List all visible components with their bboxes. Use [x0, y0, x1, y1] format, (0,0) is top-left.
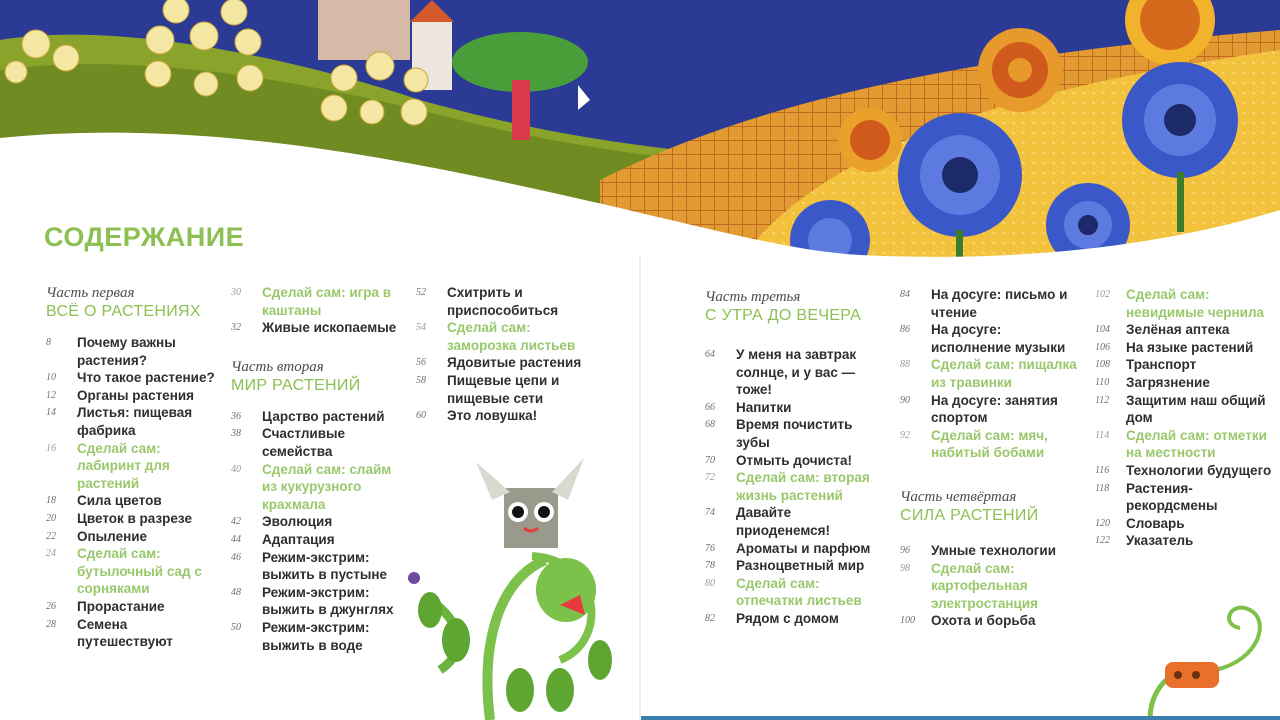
page-number: 26: [46, 600, 56, 612]
toc-entry: [705, 469, 885, 504]
toc-entry: [231, 619, 401, 654]
entry-title: Сделай сам: мяч, набитый бобами: [931, 427, 1048, 461]
page-number: 108: [1095, 359, 1110, 371]
page-number: 64: [705, 349, 715, 360]
entry-title: Транспорт: [1126, 357, 1197, 373]
entry-title: Опыление: [77, 528, 148, 544]
toc-entry: [46, 369, 216, 387]
toc-column-6: [1095, 286, 1275, 550]
page-number: 98: [900, 562, 910, 574]
page-number: 8: [46, 337, 51, 348]
toc-entry: [46, 387, 216, 405]
page-number: 70: [705, 454, 715, 466]
entry-title: Прорастание: [77, 598, 165, 614]
toc-entry: [1095, 427, 1275, 462]
page-number: 46: [231, 551, 241, 563]
page-number: 60: [416, 410, 426, 422]
toc-entry: [416, 319, 586, 354]
page-number: 12: [46, 389, 56, 401]
page-number: 20: [46, 512, 56, 524]
toc-entry: [1095, 286, 1275, 321]
toc-column-3: [416, 284, 586, 425]
page-number: 58: [416, 374, 426, 386]
entry-title: Семена путешествуют: [77, 616, 173, 650]
page-number: 54: [416, 322, 426, 334]
page-number: 102: [1095, 289, 1110, 300]
toc-entry: [231, 319, 401, 337]
entry-title: Сделай сам: бутылочный сад с сорняками: [77, 546, 202, 597]
page-number: 14: [46, 407, 56, 419]
toc-entry: [46, 492, 216, 510]
castle-tower: [318, 0, 410, 60]
page-number: 106: [1095, 341, 1110, 353]
page-number: 56: [416, 357, 426, 369]
part-title: МИР РАСТЕНИЙ: [231, 376, 361, 394]
page-number: 86: [900, 324, 910, 336]
entry-title: Это ловушка!: [447, 408, 538, 424]
page-number: 76: [705, 542, 715, 554]
entry-title: Указатель: [1126, 533, 1194, 549]
entry-title: Сила цветов: [77, 493, 162, 509]
toc-entry: [1095, 462, 1275, 480]
page-number: 48: [231, 586, 241, 598]
toc-entry: [46, 510, 216, 528]
part-title: С УТРА ДО ВЕЧЕРА: [705, 307, 862, 324]
page-number: 122: [1095, 535, 1110, 547]
toc-entry: [1095, 532, 1275, 550]
page-number: 28: [46, 618, 56, 630]
page-number: 52: [416, 287, 426, 298]
toc-entry: [705, 504, 885, 539]
entry-title: Схитрить и приспособиться: [447, 285, 559, 318]
toc-entry: [900, 392, 1080, 427]
entry-title: Сделай сам: слайм из кукурузного крахмала: [262, 461, 392, 512]
toc-entry: [231, 408, 401, 426]
toc-entry: [705, 575, 885, 610]
page-number: 116: [1095, 464, 1110, 476]
entry-title: На досуге: занятия спортом: [931, 392, 1058, 426]
toc-entry: [231, 284, 401, 319]
entry-title: Отмыть дочиста!: [736, 452, 853, 468]
toc-entry: [1095, 321, 1275, 339]
part-title: ВСЁ О РАСТЕНИЯХ: [46, 303, 201, 320]
part-label: Часть третья: [705, 289, 801, 305]
entry-title: Сделай сам: заморозка листьев: [447, 320, 576, 353]
part-label: Часть первая: [46, 285, 135, 301]
entry-title: Сделай сам: отпечатки листьев: [736, 575, 862, 609]
entry-title: Сделай сам: игра в каштаны: [262, 285, 392, 318]
page-number: 80: [705, 577, 715, 589]
page-title: СОДЕРЖАНИЕ: [44, 222, 245, 252]
page-number: 82: [705, 612, 715, 624]
entry-title: Сделай сам: лабиринт для растений: [77, 440, 170, 491]
entry-title: Время почистить зубы: [736, 417, 853, 450]
part-label: Часть четвёртая: [900, 488, 1017, 505]
toc-entry: [416, 407, 586, 425]
entry-title: Ароматы и парфюм: [736, 540, 871, 556]
toc-entry: [1095, 374, 1275, 392]
toc-entry: [705, 452, 885, 470]
entry-title: У меня на завтрак солнце, и у вас — тоже!: [736, 347, 857, 398]
entry-title: На досуге: письмо и чтение: [931, 287, 1068, 320]
toc-entry: [900, 321, 1080, 356]
entry-title: Сделай сам: отметки на местности: [1126, 427, 1267, 461]
entry-title: Эволюция: [262, 514, 333, 530]
toc-entry: [1095, 392, 1275, 427]
page-number: 96: [900, 544, 910, 556]
entry-title: Режим-экстрим: выжить в пустыне: [262, 549, 388, 583]
toc-entry: [231, 425, 401, 460]
entry-title: Живые ископаемые: [262, 320, 397, 336]
page-number: 18: [46, 495, 56, 507]
page-number: 100: [900, 615, 915, 627]
entry-title: Режим-экстрим: выжить в джунглях: [262, 584, 394, 618]
toc-entry: [1095, 480, 1275, 515]
page-number: 36: [231, 410, 241, 422]
toc-column-4: [705, 288, 885, 628]
toc-entry: [705, 557, 885, 575]
entry-title: Охота и борьба: [931, 613, 1036, 629]
page-number: 110: [1095, 376, 1110, 388]
page-number: 16: [46, 442, 56, 454]
toc-entry: [1095, 356, 1275, 374]
entry-title: Пищевые цепи и пищевые сети: [447, 372, 560, 406]
toc-entry: [705, 399, 885, 417]
toc-entry: [416, 372, 586, 407]
toc-entry: [900, 427, 1080, 462]
page-number: 38: [231, 428, 241, 440]
page-number: 118: [1095, 482, 1110, 494]
toc-entry: [46, 334, 216, 369]
entry-title: Сделай сам: невидимые чернила: [1126, 287, 1265, 320]
toc-entry: [231, 549, 401, 584]
page-number: 32: [231, 322, 241, 334]
toc-entry: [900, 356, 1080, 391]
toc-entry: [705, 610, 885, 628]
page-number: 90: [900, 394, 910, 406]
entry-title: Защитим наш общий дом: [1126, 392, 1266, 426]
toc-entry: [1095, 515, 1275, 533]
entry-title: Ядовитые растения: [447, 355, 582, 371]
toc-entry: [416, 354, 586, 372]
entry-title: Умные технологии: [931, 542, 1057, 558]
toc-entry: [46, 440, 216, 493]
page-number: 66: [705, 401, 715, 413]
entry-title: Органы растения: [77, 387, 195, 403]
entry-title: Царство растений: [262, 408, 385, 424]
toc-entry: [231, 531, 401, 549]
entry-title: Зелёная аптека: [1126, 322, 1230, 338]
entry-title: Сделай сам: вторая жизнь растений: [736, 470, 870, 503]
page-number: 74: [705, 507, 715, 519]
toc-entry: [900, 612, 1080, 630]
entry-title: Листья: пищевая фабрика: [77, 405, 193, 438]
toc-entry: [46, 616, 216, 651]
toc-entry: [705, 416, 885, 451]
page-number: 30: [231, 287, 241, 298]
toc-entry: [705, 346, 885, 399]
entry-title: Напитки: [736, 399, 792, 415]
page-number: 44: [231, 533, 241, 545]
toc-entry: [231, 461, 401, 514]
toc-entry: [705, 540, 885, 558]
entry-title: Рядом с домом: [736, 610, 839, 626]
toc-entry: [46, 598, 216, 616]
toc-entry: [900, 542, 1080, 560]
entry-title: Сделай сам: пищалка из травинки: [931, 357, 1077, 390]
entry-title: Разноцветный мир: [736, 558, 865, 574]
page-number: 120: [1095, 517, 1110, 529]
toc-entry: [46, 404, 216, 439]
entry-title: Сделай сам: картофельная электростанция: [931, 560, 1038, 611]
page-number: 112: [1095, 394, 1110, 406]
page-number: 78: [705, 560, 715, 572]
page-number: 104: [1095, 324, 1110, 336]
page-number: 68: [705, 419, 715, 431]
toc-column-5: [900, 286, 1080, 630]
part-label: Часть вторая: [231, 358, 324, 375]
page-number: 50: [231, 621, 241, 633]
page-number: 40: [231, 463, 241, 475]
toc-entry: [900, 560, 1080, 613]
entry-title: Что такое растение?: [77, 370, 215, 386]
toc-entry: [231, 584, 401, 619]
page-number: 10: [46, 372, 56, 384]
toc-entry: [231, 513, 401, 531]
toc-entry: [900, 286, 1080, 321]
page-number: 42: [231, 516, 241, 528]
entry-title: На досуге: исполнение музыки: [931, 322, 1066, 355]
page-number: 114: [1095, 429, 1110, 441]
toc-column-2: [231, 284, 401, 654]
entry-title: Цветок в разрезе: [77, 510, 192, 526]
entry-title: Режим-экстрим: выжить в воде: [262, 619, 370, 653]
toc-entry: [46, 528, 216, 546]
toc-entry: [416, 284, 586, 319]
page-number: 72: [705, 472, 715, 484]
entry-title: Словарь: [1126, 515, 1185, 531]
page-number: 84: [900, 289, 910, 300]
entry-title: Счастливые семейства: [262, 426, 346, 459]
entry-title: Почему важны растения?: [77, 335, 176, 368]
page-number: 88: [900, 359, 910, 371]
part-title: СИЛА РАСТЕНИЙ: [900, 506, 1039, 524]
entry-title: На языке растений: [1126, 339, 1254, 355]
entry-title: Растения-рекордсмены: [1126, 480, 1218, 514]
entry-title: Загрязнение: [1126, 374, 1210, 390]
toc-column-1: [46, 284, 216, 651]
page-number: 92: [900, 429, 910, 441]
page-number: 24: [46, 548, 56, 560]
entry-title: Давайте приоденемся!: [736, 505, 831, 538]
toc-entry: [46, 545, 216, 598]
toc-entry: [1095, 339, 1275, 357]
entry-title: Адаптация: [262, 531, 335, 547]
page-number: 22: [46, 530, 56, 542]
entry-title: Технологии будущего: [1126, 462, 1272, 478]
